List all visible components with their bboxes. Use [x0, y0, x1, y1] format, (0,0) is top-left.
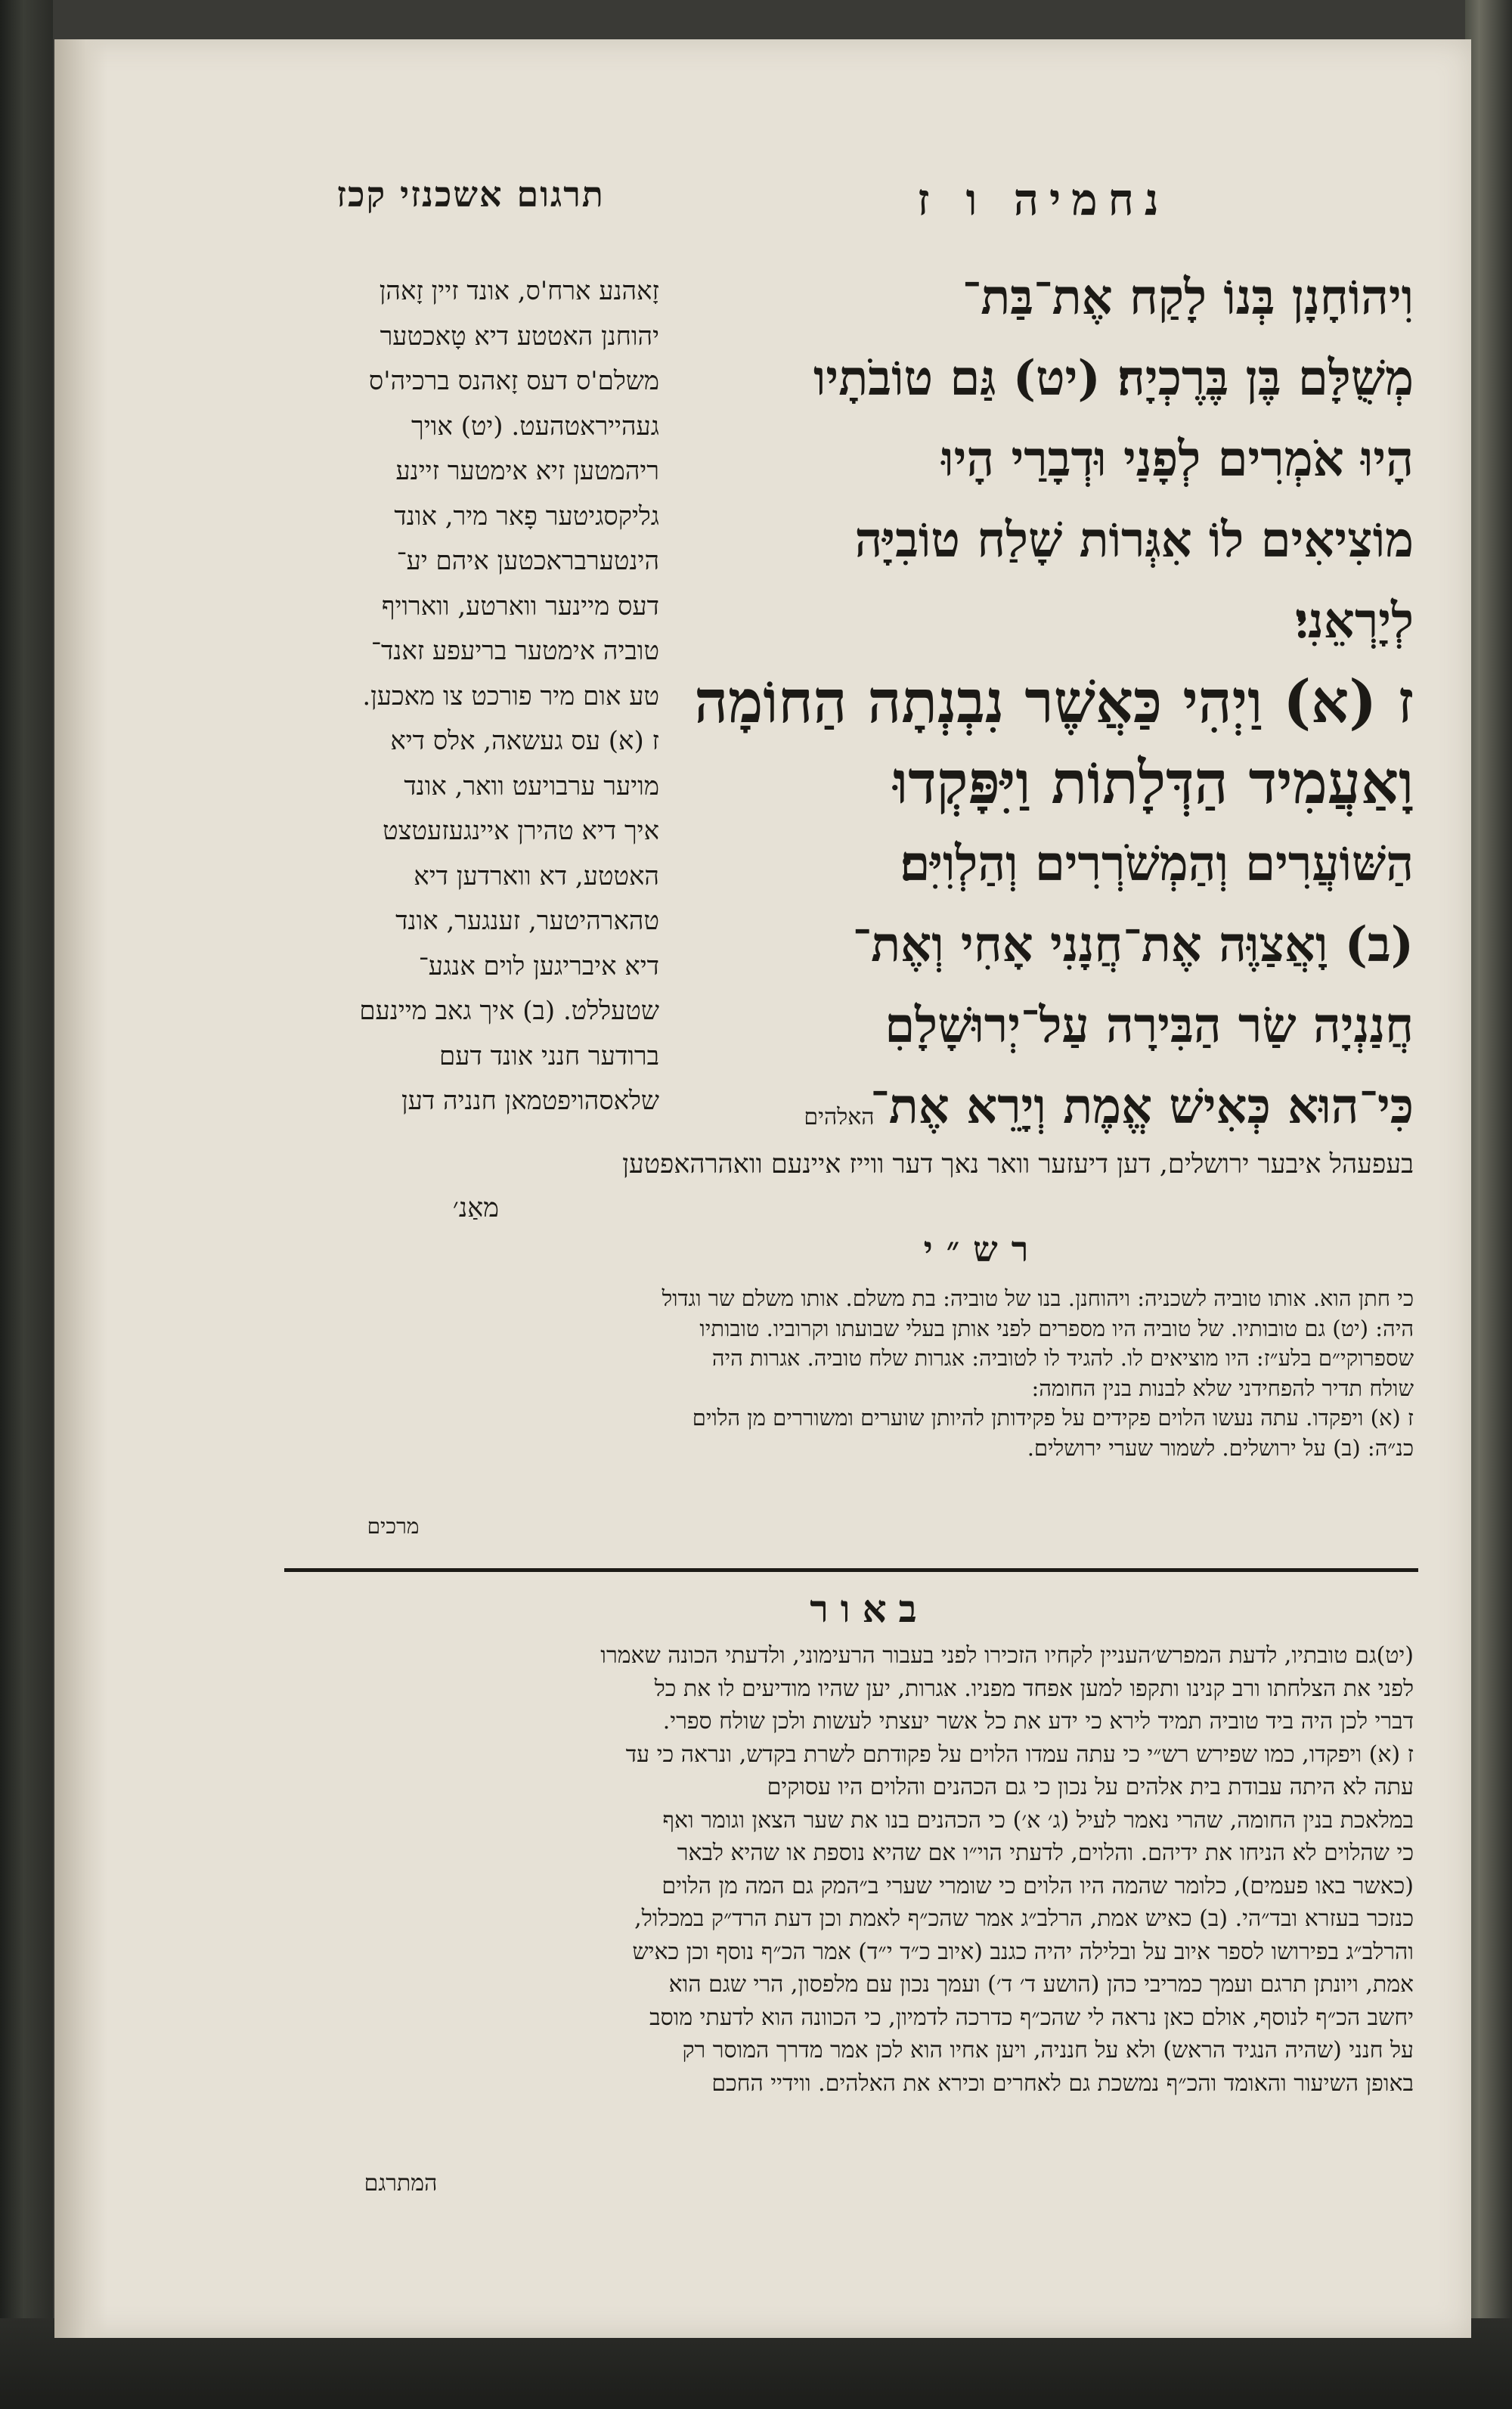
- book-spine-edge: [0, 0, 53, 2409]
- section-divider-rule: [284, 1568, 1418, 1572]
- scripture-line: הָיוּ אֹמְרִים לְפָנַי וּדְבָרַי הָיוּ: [941, 431, 1414, 488]
- translation-line: שטעללט. (ב) איך גאב מיינעם: [359, 996, 659, 1026]
- biur-line: כי שהלוים לא הניחו את ידיהם. והלוים, לדעתי הוי״ו אם שהיא נוספת או שהיא לבאר: [677, 1840, 1414, 1866]
- scripture-line: ז (א) וַיְהִי כַּאֲשֶׁר נִבְנְתָה הַחוֹמָה: [694, 668, 1414, 736]
- scripture-line: (ב) וָאֲצַוֶּה אֶת־חֲנָנִי אָחִי וְאֶת־: [852, 916, 1414, 973]
- rashi-commentary: [287, 1284, 1414, 1463]
- running-header-book-chapter: נחמיה ו ז: [917, 174, 1170, 225]
- translation-column: [287, 269, 659, 1124]
- scripture-line: מוֹצִיאִים לוֹ אִגְּרוֹת שָׁלַח טוֹבִיָּה: [854, 512, 1414, 569]
- biur-line: כנזכר בעזרא ובד״הי. (ב) כאיש אמת, הרלב״ג אמר שהכ״ף לאמת וכן דעת הרד״ק במכלול,: [634, 1905, 1414, 1932]
- rashi-line: שולח תדיר להפחידני שלא לבנות בנין החומה:: [1031, 1375, 1414, 1401]
- biur-line: דברי לכן היה ביד טוביה תמיד לירא כי ידע את כל אשר יעצתי לעשות ולכן שולח ספרי.: [662, 1708, 1414, 1735]
- rashi-line: ז (א) ויפקדו. עתה נעשו הלוים פקידים על פקידותן להיותן שוערים ומשוררים מן הלוים: [692, 1405, 1414, 1431]
- rashi-line: שספרוקי״ם בלע״ז: היו מוציאים לו. להגיד לו לטוביה: אגרות שלח טוביה. אגרות היה: [711, 1345, 1414, 1371]
- translation-line: ריהמטען זיא אימטער זיינע: [395, 456, 659, 486]
- scripture-line: מְשֻׁלָּם בֶּן בֶּרֶכְיָה׃ (יט) גַּם טוֹבֹתָיו: [813, 350, 1414, 407]
- scripture-line: כִּי־הוּא כְּאִישׁ אֱמֶת וְיָרֵא אֶת־: [870, 1078, 1414, 1135]
- biur-catchword: המתרגם: [364, 2170, 438, 2197]
- biur-line: עתה לא היתה עבודת בית אלהים על נכון כי גם הכהנים והלוים היו עסוקים: [767, 1774, 1414, 1800]
- biur-line: אמת, ויונתן תרגם ועמך כמריבי כהן (הושע ד׳ ד׳) ועמך נכון עם מלפסון, הרי שגם הוא: [668, 1971, 1414, 1998]
- translation-continuation-line: בעפעהל איבער ירושלים, דען דיעזער וואר נאך דער ווייז איינעם וואהרהאפטען: [622, 1149, 1414, 1180]
- translation-line: האטטע, דא ווארדען דיא: [414, 860, 659, 891]
- biur-line: יחשב הכ״ף לנוסף, אולם כאן נראה לי שהכ״ף כדרכה לדמיון, כי הכוונה הוא לדעתי מוסב: [649, 2004, 1414, 2031]
- translation-line: מויער ערבויעט וואר, אונד: [404, 770, 659, 801]
- translation-line: משלם'ס דעס זָאהנס ברכיה'ס: [368, 366, 659, 396]
- translation-line: געהייראטהעט. (יט) אויך: [411, 411, 659, 442]
- biur-line: ז (א) ויפקדו, כמו שפירש רש״י כי עתה עמדו הלוים על פקודתם לשרת בקדש, ונראה כי עד: [625, 1741, 1414, 1768]
- rashi-line: היה: (יט) גם טובותיו. של טוביה היו מספרים לפני אותן בעלי שבועתו וקרוביו. טובותיו: [699, 1315, 1414, 1341]
- biur-line: (יט)גם טובתיו, לדעת המפרש׳העניין לקחיו הזכירו לפני בעבור הרעימוני, ולדעתי הכונה שאמרו: [600, 1642, 1414, 1669]
- translation-line: גליקסגיטער פָאר מיר, אונד: [394, 501, 659, 532]
- rashi-line: כי חתן הוא. אותו טוביה לשכניה: ויהוחנן. בנו של טוביה: בת משלם. אותו משלם שר וגדול: [662, 1285, 1414, 1311]
- translation-continuation-end: מאַנ׳: [452, 1193, 499, 1223]
- rashi-catchword: מרכים: [367, 1514, 420, 1539]
- translation-line: טוביה אימטער בריעפע זאנד־: [370, 636, 659, 666]
- biur-line: באופן השיעור והאומד והכ״ף נמשכת גם לאחרים וכירא את האלהים. ווידיי החכם: [711, 2070, 1414, 2097]
- translation-line: טהארהיטער, זענגער, אונד: [395, 906, 659, 936]
- rashi-section-title: רש״י: [923, 1229, 1043, 1270]
- biur-commentary: [287, 1639, 1414, 2100]
- biur-section-title: באור: [810, 1586, 929, 1631]
- scripture-line: וִיהוֹחָנָן בְּנוֹ לָקַח אֶת־בַּת־: [962, 269, 1414, 326]
- translation-line: יהוחנן האטטע דיא טָאכטער: [380, 321, 659, 352]
- hebrew-scripture-column: [694, 257, 1414, 1147]
- translation-line: ז (א) עס געשאה, אלס דיא: [390, 726, 659, 756]
- scripture-catchword: האלהים: [804, 1104, 875, 1130]
- biur-line: (כאשר באו פעמים), כלומר שהמה היו הלוים כי שומרי שערי ב״המק גם המה מן הלוים: [662, 1872, 1414, 1899]
- translation-line: ברודער חנני אונד דעם: [439, 1040, 659, 1071]
- page-gutter-shadow: [54, 39, 107, 2338]
- translation-line: זָאהנע ארח'ס, אונד זיין זָאהן: [379, 276, 659, 306]
- translation-line: טע אום מיר פורכט צו מאכען.: [362, 681, 659, 712]
- scripture-line: חֲנַנְיָה שַׂר הַבִּירָה עַל־יְרוּשָׁלָםִ: [885, 997, 1414, 1054]
- scripture-line: הַשּׁוֹעֲרִים וְהַמְשֹׁרְרִים וְהַלְוִיִּם׃: [900, 836, 1414, 892]
- rashi-line: כנ״ה: (ב) על ירושלים. לשמור שערי ירושלים.: [1027, 1434, 1414, 1461]
- running-header-translation: תרגום אשכנזי קכז: [336, 174, 605, 215]
- biur-line: לפני את הצלחתו ורב קנינו ותקפו למען אפחד מפניו. אגרות, יען שהיו מודיעים לו את כל: [654, 1675, 1414, 1702]
- biur-line: על חנני (שהיה הנגיד הראש) ולא על חנניה, ויען אחיו הוא לכן אמר מדרך המוסר רק: [682, 2037, 1414, 2063]
- translation-line: דעס מיינער ווארטע, ווארויף: [381, 591, 659, 622]
- biur-line: והרלב״ג בפירושו לספר איוב על ובלילה יהיה כגנב (איוב כ״ד י״ד) אמר הכ״ף נוסף וכן כאיש: [632, 1938, 1414, 1965]
- translation-line: איך דיא טהירן איינגעזעטצט: [383, 816, 659, 846]
- scripture-line: לְיָרְאֵנִי׃: [1295, 593, 1414, 650]
- translation-line: הינטערבראכטען איהם יע־: [396, 546, 659, 576]
- scripture-line: וָאַעֲמִיד הַדְּלָתוֹת וַיִּפָּקְדוּ: [893, 749, 1414, 817]
- translation-line: שלאסהויפטמאן חנניה דען: [401, 1086, 659, 1116]
- adjacent-page-edge: [1465, 0, 1512, 2409]
- translation-line: דיא איבריגען לוים אנגע־: [418, 950, 659, 981]
- biur-line: במלאכת בנין החומה, שהרי נאמר לעיל (ג׳ א׳) כי הכהנים בנו את שער הצאן וגומר ואף: [662, 1806, 1414, 1834]
